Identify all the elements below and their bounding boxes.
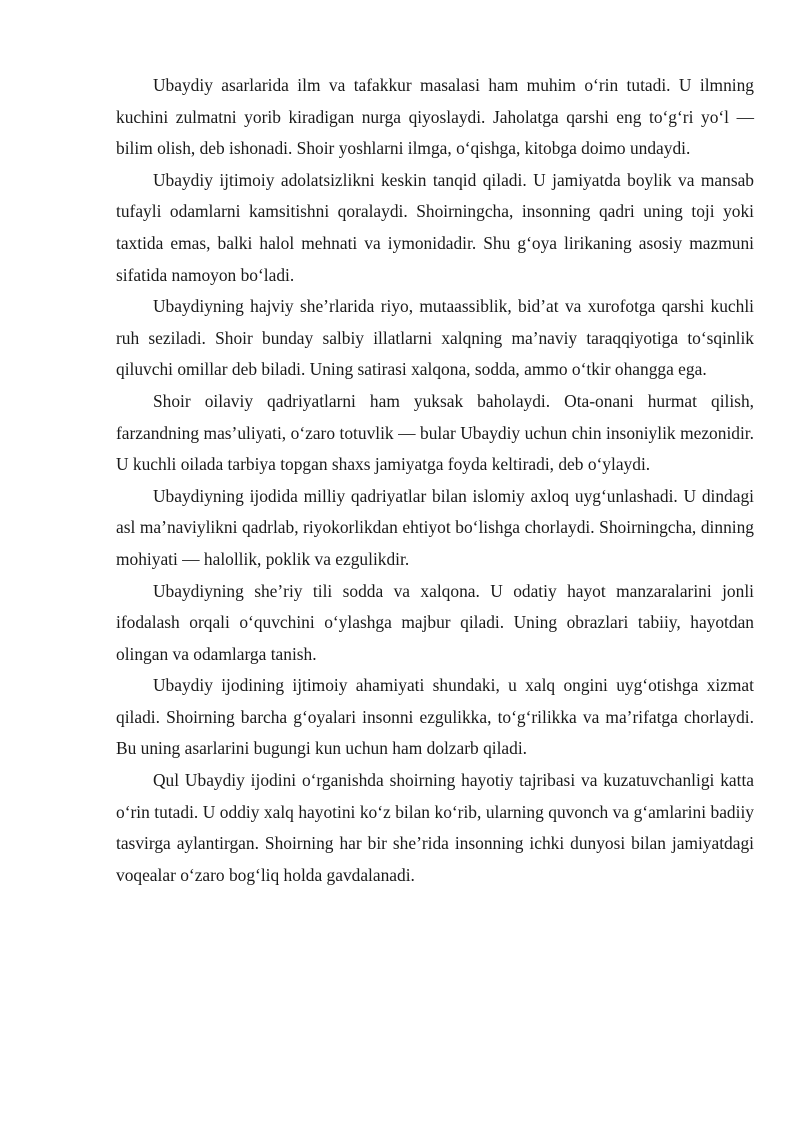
paragraph: Ubaydiyning hajviy she’rlarida riyo, mutaassiblik, bid’at va xurofotga qarshi kuchli ruh seziladi. Shoir bunday salbiy illatlarni xalqning ma’naviy taraqqiyotiga to‘sqinlik qiluvchi omillar deb biladi. Uning satirasi xalqona, sodda, ammo o‘tkir ohangga ega. — [116, 296, 754, 380]
document-body — [116, 70, 754, 891]
paragraph: Ubaydiy ijodining ijtimoiy ahamiyati shundaki, u xalq ongini uyg‘otishga xizmat qiladi. Shoirning barcha g‘oyalari insonni ezgulikka, to‘g‘rilikka va ma’rifatga chorlaydi. Bu uning asarlarini bugungi kun uchun ham dolzarb qiladi. — [116, 675, 754, 759]
paragraph: Qul Ubaydiy ijodini o‘rganishda shoirning hayotiy tajribasi va kuzatuvchanligi katta o‘rin tutadi. U oddiy xalq hayotini ko‘z bilan ko‘rib, ularning quvonch va g‘amlarini badiiy tasvirga aylantirgan. Shoirning har bir she’rida insonning ichki dunyosi bilan jamiyatdagi voqealar o‘zaro bog‘liq holda gavdalanadi. — [116, 770, 754, 885]
paragraph: Ubaydiyning she’riy tili sodda va xalqona. U odatiy hayot manzaralarini jonli ifodalash orqali o‘quvchini o‘ylashga majbur qiladi. Uning obrazlari tabiiy, hayotdan olingan va odamlarga tanish. — [116, 580, 754, 664]
paragraph: Ubaydiy ijtimoiy adolatsizlikni keskin tanqid qiladi. U jamiyatda boylik va mansab tufayli odamlarni kamsitishni qoralaydi. Shoirningcha, insonning qadri uning toji yoki taxtida emas, balki halol mehnati va iymonidadir. Shu g‘oya lirikaning asosiy mazmuni sifatida namoyon bo‘ladi. — [116, 169, 754, 285]
paragraph: Ubaydiyning ijodida milliy qadriyatlar bilan islomiy axloq uyg‘unlashadi. U dindagi asl ma’naviylikni qadrlab, riyokorlikdan ehtiyot bo‘lishga chorlaydi. Shoirningcha, dinning mohiyati — halollik, poklik va ezgulikdir. — [116, 485, 754, 569]
paragraph: Ubaydiy asarlarida ilm va tafakkur masalasi ham muhim o‘rin tutadi. U ilmning kuchini zulmatni yorib kiradigan nurga qiyoslaydi. Jaholatga qarshi eng to‘g‘ri yo‘l — bilim olish, deb ishonadi. Shoir yoshlarni ilmga, o‘qishga, kitobga doimo undaydi. — [116, 75, 754, 159]
paragraph: Shoir oilaviy qadriyatlarni ham yuksak baholaydi. Ota-onani hurmat qilish, farzandning mas’uliyati, o‘zaro totuvlik — bular Ubaydiy uchun chin insoniylik mezonidir. U kuchli oilada tarbiya topgan shaxs jamiyatga foyda keltiradi, deb o‘ylaydi. — [116, 390, 754, 475]
